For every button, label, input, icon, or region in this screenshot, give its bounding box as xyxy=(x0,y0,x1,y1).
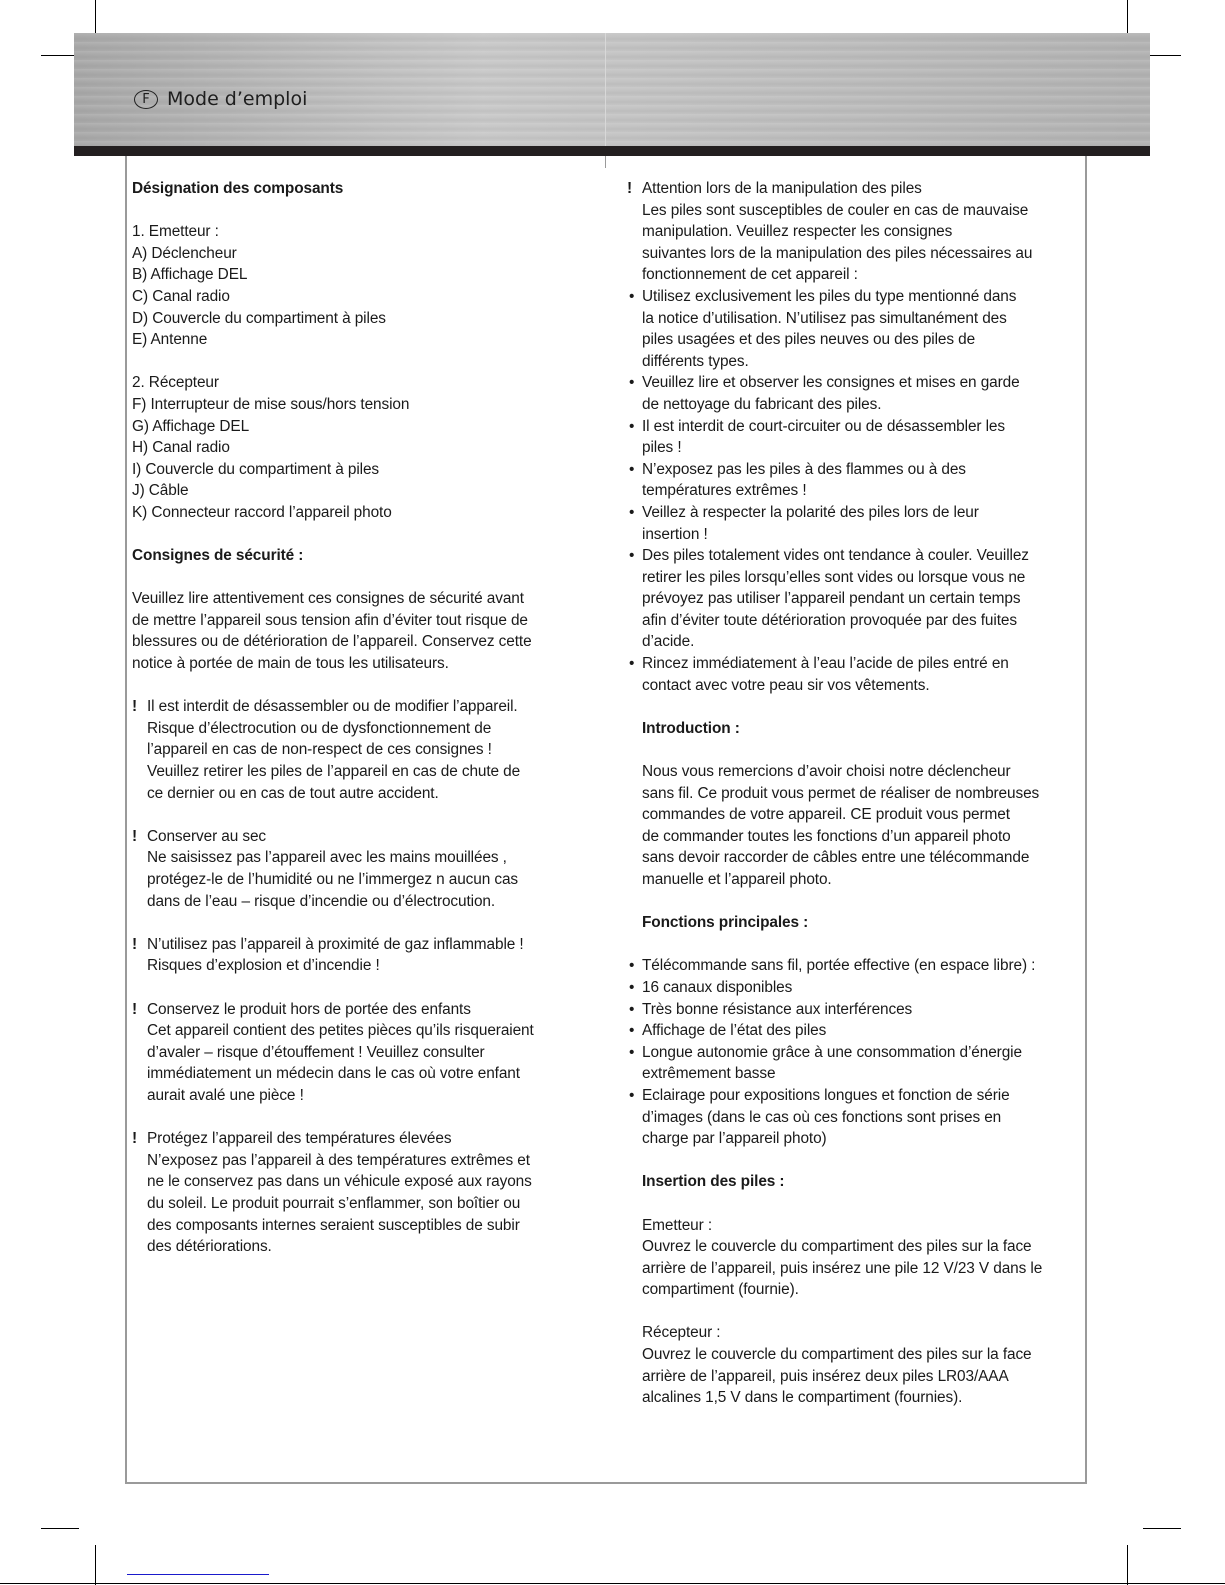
text-line: piles usagées et des piles neuves ou des piles de xyxy=(642,331,976,349)
text-line: températures extrêmes ! xyxy=(642,482,807,500)
text-line: des détériorations. xyxy=(147,1238,272,1256)
text-line: Nous vous remercions d’avoir choisi notre déclencheur xyxy=(642,763,1011,781)
list-item xyxy=(627,416,1082,459)
safety-intro-paragraph xyxy=(132,588,572,674)
spacer xyxy=(132,675,572,697)
text-line: Veillez à respecter la polarité des piles lors de leur xyxy=(642,503,979,521)
text-line: de commander toutes les fonctions d’un appareil photo xyxy=(642,827,1011,845)
text-line: alcalines 1,5 V dans le compartiment (fournies). xyxy=(642,1389,963,1407)
component-item: C) Canal radio xyxy=(132,287,230,305)
text-line: Eclairage pour expositions longues et fonction de série xyxy=(642,1086,1010,1104)
list-item xyxy=(627,1042,1082,1085)
text-line: Ouvrez le couvercle du compartiment des piles sur la face xyxy=(642,1238,1032,1256)
bullet-icon: • xyxy=(629,1086,635,1104)
bottom-rule xyxy=(0,1583,1225,1584)
component-item: J) Câble xyxy=(132,482,189,500)
section-heading-introduction: Introduction : xyxy=(642,719,740,737)
functions-list xyxy=(629,955,1082,1149)
text-line: Veuillez retirer les piles de l’appareil en cas de chute de xyxy=(147,763,521,781)
bullet-icon: • xyxy=(629,460,635,478)
text-line: N’exposez pas les piles à des flammes ou à des xyxy=(642,460,966,478)
list-item xyxy=(627,286,1082,372)
warning-icon: ! xyxy=(132,827,138,845)
text-line: du soleil. Le produit pourrait s’enflammer, son boîtier ou xyxy=(147,1194,521,1212)
warning-icon: ! xyxy=(132,1000,138,1018)
list-item xyxy=(627,977,1082,999)
text-line: charge par l’appareil photo) xyxy=(642,1130,827,1148)
text-line: retirer les piles lorsqu’elles sont vides ou lorsque vous ne xyxy=(642,568,1026,586)
crop-mark xyxy=(95,1545,96,1585)
text-line: sans fil. Ce produit vous permet de réaliser de nombreuses xyxy=(642,784,1040,802)
text-line: commandes de votre appareil. CE produit vous permet xyxy=(642,806,1010,824)
emitter-title: 1. Emetteur : xyxy=(132,223,219,241)
text-line: la notice d’utilisation. N’utilisez pas simultanément des xyxy=(642,309,1007,327)
receiver-component-list xyxy=(132,394,572,524)
safety-warnings xyxy=(132,675,572,1258)
receiver-insertion-label: Récepteur : xyxy=(642,1324,721,1342)
bullet-icon: • xyxy=(629,287,635,305)
text-line: Risques d’explosion et d’incendie ! xyxy=(147,957,380,975)
text-line: Cet appareil contient des petites pièces qu’ils risqueraient xyxy=(147,1022,534,1040)
safety-warning xyxy=(132,696,572,804)
introduction-paragraph xyxy=(642,761,1082,891)
bullet-icon: • xyxy=(629,417,635,435)
section-heading-safety: Consignes de sécurité : xyxy=(132,547,304,565)
text-line: prévoyez pas utiliser l’appareil pendant un certain temps xyxy=(642,590,1021,608)
bullet-icon: • xyxy=(629,978,635,996)
list-item xyxy=(627,999,1082,1021)
text-line: Ne saisissez pas l’appareil avec les mains mouillées , xyxy=(147,849,507,867)
text-line: fonctionnement de cet appareil : xyxy=(642,266,858,284)
text-line: Ouvrez le couvercle du compartiment des piles sur la face xyxy=(642,1346,1032,1364)
text-line: Il est interdit de désassembler ou de modifier l’appareil. xyxy=(147,698,518,716)
header-bar xyxy=(74,146,1150,156)
crop-mark xyxy=(1127,1545,1128,1585)
text-line: compartiment (fournie). xyxy=(642,1281,799,1299)
text-line: de mettre l’appareil sous tension afin d’éviter tout risque de xyxy=(132,611,528,629)
battery-handling-warning xyxy=(627,178,1082,286)
text-line: Affichage de l’état des piles xyxy=(642,1022,827,1040)
header-title xyxy=(134,88,307,110)
text-line: Télécommande sans fil, portée effective (en espace libre) : xyxy=(642,957,1036,975)
receiver-title: 2. Récepteur xyxy=(132,374,219,392)
text-line: aurait avalé une pièce ! xyxy=(147,1086,304,1104)
text-line: différents types. xyxy=(642,352,749,370)
receiver-insertion-paragraph xyxy=(642,1344,1082,1409)
text-line: contact avec votre peau sir vos vêtements. xyxy=(642,676,930,694)
safety-warning xyxy=(132,1128,572,1258)
crop-mark xyxy=(41,1528,79,1529)
bullet-icon: • xyxy=(629,1000,635,1018)
header-seam xyxy=(605,33,606,156)
spacer xyxy=(132,804,572,826)
text-line: protégez-le de l’humidité ou ne l’immergez n aucun cas xyxy=(147,871,519,888)
text-line: blessures ou de détérioration de l’appareil. Conservez cette xyxy=(132,633,532,651)
text-line: suivantes lors de la manipulation des piles nécessaires au xyxy=(642,244,1033,262)
page-header xyxy=(74,33,1150,146)
warning-icon: ! xyxy=(132,1130,138,1148)
battery-handling-list xyxy=(629,286,1082,696)
safety-warning xyxy=(132,999,572,1107)
bullet-icon: • xyxy=(629,374,635,392)
text-line: piles ! xyxy=(642,439,682,457)
text-line: ce dernier ou en cas de tout autre accident. xyxy=(147,784,439,802)
text-line: d’images (dans le cas où ces fonctions sont prises en xyxy=(642,1108,1002,1126)
component-item: I) Couvercle du compartiment à piles xyxy=(132,460,380,478)
text-line: Protégez l’appareil des températures élevées xyxy=(147,1130,452,1148)
text-line: Longue autonomie grâce à une consommation d’énergie xyxy=(642,1043,1022,1061)
component-item: G) Affichage DEL xyxy=(132,417,250,435)
crop-mark xyxy=(1143,1528,1181,1529)
emitter-insertion-label: Emetteur : xyxy=(642,1216,712,1234)
text-line: Très bonne résistance aux interférences xyxy=(642,1000,913,1018)
text-line: sans devoir raccorder de câbles entre une télécommande xyxy=(642,849,1030,867)
text-line: afin d’éviter toute détérioration provoquée par des fuites xyxy=(642,611,1017,629)
emitter-component-list xyxy=(132,243,572,351)
text-line: dans de l’eau – risque d’incendie ou d’électrocution. xyxy=(147,892,496,910)
left-column xyxy=(132,178,572,1258)
battery-warning-item xyxy=(627,178,1082,286)
section-heading-battery-insertion: Insertion des piles : xyxy=(642,1173,785,1191)
component-item: F) Interrupteur de mise sous/hors tension xyxy=(132,395,410,413)
spacer xyxy=(132,912,572,934)
text-line: Les piles sont susceptibles de couler en cas de mauvaise xyxy=(642,201,1029,219)
text-line: ne le conservez pas dans un véhicule exposé aux rayons xyxy=(147,1173,532,1191)
text-line: N’utilisez pas l’appareil à proximité de gaz inflammable ! xyxy=(147,935,524,953)
bullet-icon: • xyxy=(629,547,635,565)
component-item: B) Affichage DEL xyxy=(132,266,248,284)
spacer xyxy=(132,1107,572,1129)
text-line: l’appareil en cas de non-respect de ces consignes ! xyxy=(147,741,492,759)
text-line: Conserver au sec xyxy=(147,827,267,845)
section-heading-functions: Fonctions principales : xyxy=(642,914,809,932)
text-line: des composants internes seraient susceptibles de subir xyxy=(147,1216,520,1234)
list-item xyxy=(627,372,1082,415)
language-badge-icon: F xyxy=(134,90,158,109)
text-line: arrière de l’appareil, puis insérez une pile 12 V/23 V dans le xyxy=(642,1259,1043,1277)
component-item: A) Déclencheur xyxy=(132,244,237,262)
component-item: K) Connecteur raccord l’appareil photo xyxy=(132,503,392,521)
text-line: Risque d’électrocution ou de dysfonctionnement de xyxy=(147,719,492,737)
text-line: notice à portée de main de tous les utilisateurs. xyxy=(132,655,449,673)
text-line: Veuillez lire attentivement ces consignes de sécurité avant xyxy=(132,590,524,608)
text-line: Des piles totalement vides ont tendance à couler. Veuillez xyxy=(642,547,1029,565)
text-line: arrière de l’appareil, puis insérez deux piles LR03/AAA xyxy=(642,1367,1009,1385)
text-line: 16 canaux disponibles xyxy=(642,978,793,996)
warning-icon: ! xyxy=(132,698,138,716)
text-line: Veuillez lire et observer les consignes et mises en garde xyxy=(642,374,1020,392)
section-heading-components: Désignation des composants xyxy=(132,180,344,197)
warning-icon: ! xyxy=(132,935,138,953)
component-item: D) Couvercle du compartiment à piles xyxy=(132,309,386,327)
text-line: Utilisez exclusivement les piles du type mentionné dans xyxy=(642,287,1017,305)
list-item xyxy=(627,653,1082,696)
text-line: d’avaler – risque d’étouffement ! Veuillez consulter xyxy=(147,1043,485,1061)
text-line: insertion ! xyxy=(642,525,708,543)
safety-warning xyxy=(132,934,572,977)
column-divider-tick xyxy=(605,156,606,168)
bullet-icon: • xyxy=(629,1022,635,1040)
text-line: extrêmement basse xyxy=(642,1065,776,1083)
safety-warning xyxy=(132,826,572,912)
list-item xyxy=(627,955,1082,977)
text-line: Conservez le produit hors de portée des enfants xyxy=(147,1000,471,1018)
text-line: d’acide. xyxy=(642,633,695,651)
header-title-text: Mode d’emploi xyxy=(167,88,308,110)
list-item xyxy=(627,502,1082,545)
text-line: Il est interdit de court-circuiter ou de désassembler les xyxy=(642,417,1005,435)
component-item: E) Antenne xyxy=(132,331,208,349)
bullet-icon: • xyxy=(629,655,635,673)
text-line: Attention lors de la manipulation des piles xyxy=(642,180,922,197)
text-line: manipulation. Veuillez respecter les consignes xyxy=(642,223,953,241)
list-item xyxy=(627,459,1082,502)
spacer xyxy=(132,977,572,999)
text-line: N’exposez pas l’appareil à des températures extrêmes et xyxy=(147,1151,530,1169)
bullet-icon: • xyxy=(629,957,635,975)
text-line: immédiatement un médecin dans le cas où votre enfant xyxy=(147,1065,520,1083)
list-item xyxy=(627,1020,1082,1042)
bullet-icon: • xyxy=(629,503,635,521)
text-line: Rincez immédiatement à l’eau l’acide de piles entré en xyxy=(642,655,1009,673)
list-item xyxy=(627,545,1082,653)
text-line: manuelle et l’appareil photo. xyxy=(642,871,832,888)
warning-icon: ! xyxy=(627,180,633,197)
link-underline[interactable] xyxy=(127,1574,269,1575)
list-item xyxy=(627,1085,1082,1150)
component-item: H) Canal radio xyxy=(132,439,230,457)
text-line: de nettoyage du fabricant des piles. xyxy=(642,395,882,413)
right-column xyxy=(627,178,1082,1409)
emitter-insertion-paragraph xyxy=(642,1236,1082,1301)
bullet-icon: • xyxy=(629,1043,635,1061)
